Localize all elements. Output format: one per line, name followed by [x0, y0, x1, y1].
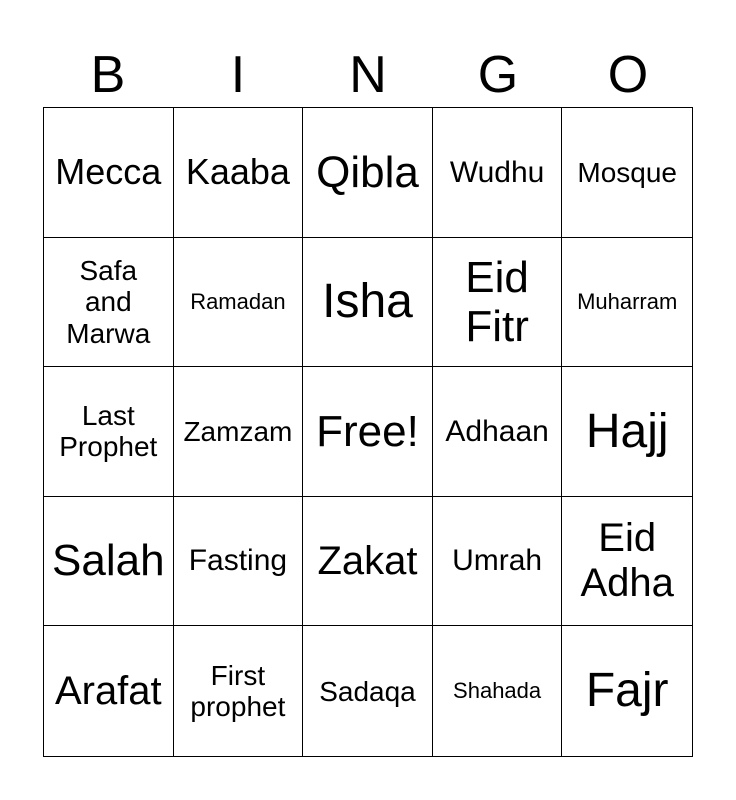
cell-label: Eid Fitr	[465, 252, 529, 351]
bingo-cell[interactable]	[44, 367, 174, 497]
cell-label: Fasting	[188, 544, 288, 578]
bingo-cell[interactable]	[562, 238, 692, 368]
header-letter-g: G	[477, 46, 519, 104]
header-letter-i: I	[230, 46, 246, 104]
bingo-cell[interactable]	[44, 497, 174, 627]
cell-label: First prophet	[190, 659, 286, 723]
bingo-cell[interactable]	[562, 626, 692, 756]
bingo-cell[interactable]	[174, 497, 304, 627]
cell-label: Eid Adha	[580, 516, 674, 606]
bingo-cell[interactable]	[433, 367, 563, 497]
bingo-cell[interactable]	[433, 497, 563, 627]
cell-label: Arafat	[54, 668, 162, 713]
bingo-cell[interactable]	[174, 238, 304, 368]
cell-label: Umrah	[452, 544, 543, 578]
bingo-header	[43, 42, 693, 108]
bingo-cell[interactable]	[303, 238, 433, 368]
cell-label: Sadaqa	[319, 675, 416, 707]
bingo-cell[interactable]	[303, 497, 433, 627]
cell-label: Mosque	[577, 156, 677, 188]
header-letter-b: B	[90, 46, 126, 104]
cell-label: Zakat	[317, 538, 418, 583]
bingo-cell[interactable]	[44, 108, 174, 238]
bingo-cell[interactable]	[44, 238, 174, 368]
bingo-cell[interactable]	[174, 108, 304, 238]
bingo-cell[interactable]	[174, 626, 304, 756]
bingo-cell[interactable]	[433, 238, 563, 368]
bingo-cell[interactable]	[174, 367, 304, 497]
cell-label: Safa and Marwa	[66, 254, 151, 349]
cell-label: Qibla	[316, 147, 419, 197]
cell-label: Shahada	[453, 677, 542, 703]
cell-label: Isha	[322, 275, 413, 329]
bingo-cell[interactable]	[303, 108, 433, 238]
bingo-cell[interactable]	[562, 367, 692, 497]
cell-label: Salah	[52, 536, 165, 586]
bingo-cell[interactable]	[562, 108, 692, 238]
cell-label: Adhaan	[445, 414, 549, 448]
cell-label: Muharram	[577, 288, 678, 314]
bingo-cell[interactable]	[303, 626, 433, 756]
cell-label: Zamzam	[183, 415, 293, 447]
cell-label: Ramadan	[190, 288, 286, 314]
cell-label: Mecca	[55, 151, 162, 193]
cell-label: Hajj	[585, 404, 669, 458]
cell-label: Last Prophet	[59, 400, 158, 463]
header-letter-o: O	[607, 46, 649, 104]
bingo-cell free-space[interactable]	[303, 367, 433, 497]
header-letter-n: N	[349, 46, 387, 104]
cell-label: Fajr	[585, 664, 669, 718]
cell-label: Kaaba	[185, 151, 290, 193]
bingo-cell[interactable]	[44, 626, 174, 756]
bingo-cell[interactable]	[433, 108, 563, 238]
cell-label: Wudhu	[449, 155, 545, 189]
bingo-cell[interactable]	[433, 626, 563, 756]
bingo-cell[interactable]	[562, 497, 692, 627]
cell-label: Free!	[316, 406, 419, 456]
bingo-board	[43, 107, 693, 757]
